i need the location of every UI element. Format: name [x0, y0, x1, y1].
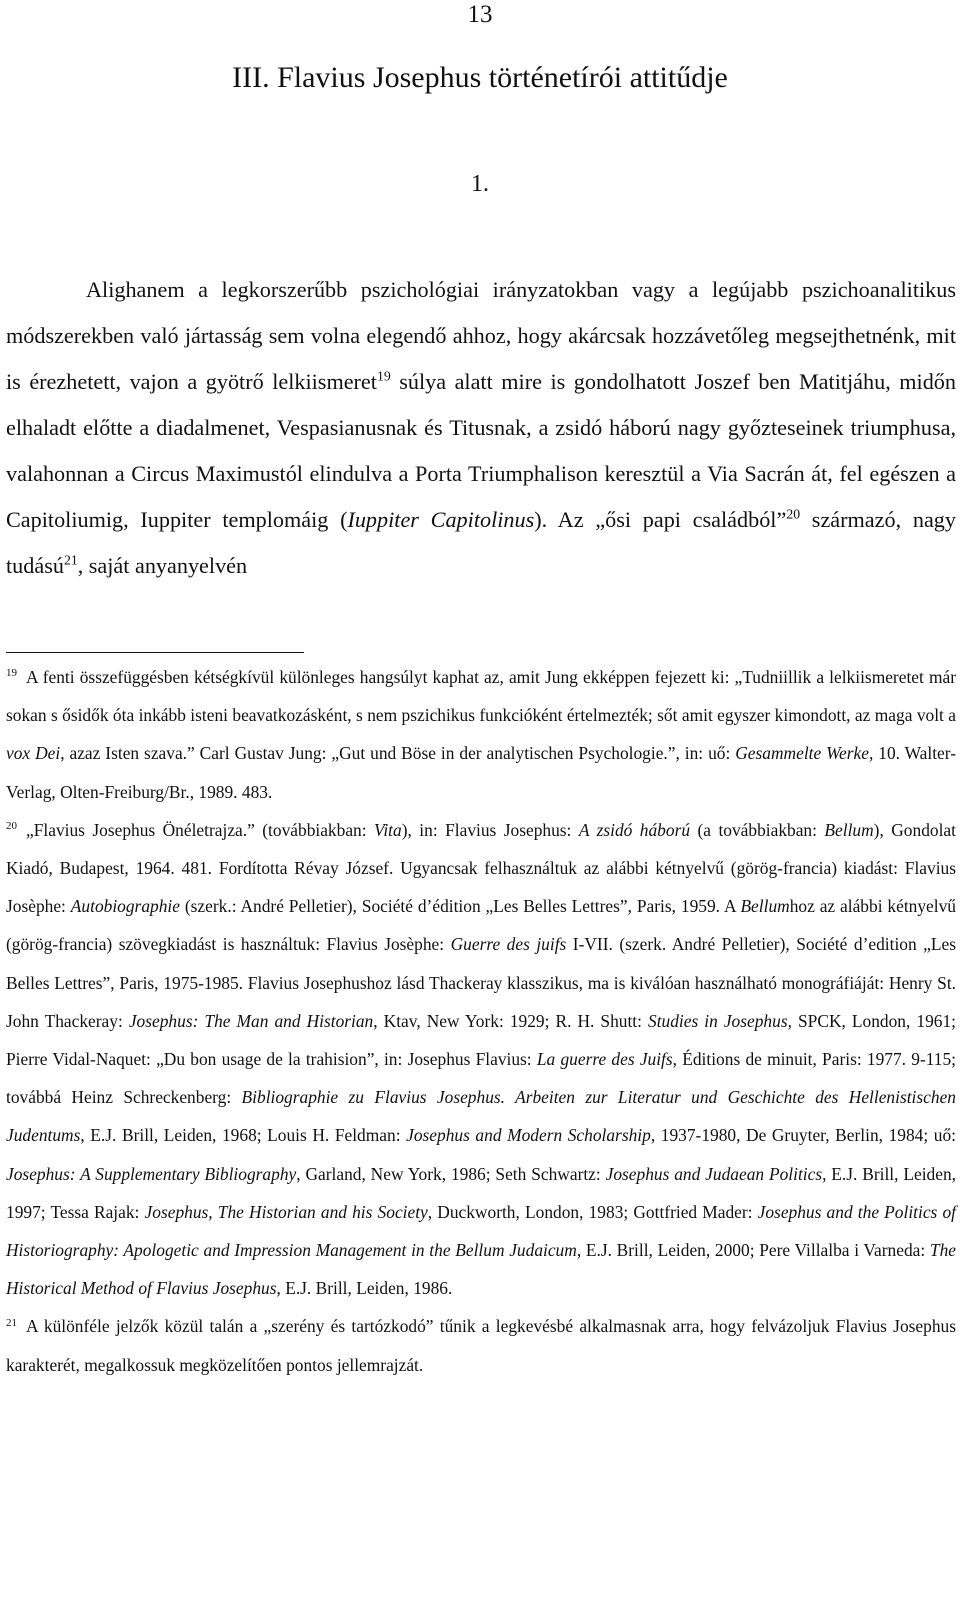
footnote-text: A különféle jelzők közül talán a „szerény és tartózkodó” tűnik a legkevésbé alkalmasnak arra, hogy felvázoljuk Flavius Josephus karakterét, megalkossuk megközelítően pontos jellemrajzát. [6, 1316, 956, 1375]
footnote-20 [6, 811, 956, 1308]
footnote-ref-21[interactable]: 21 [63, 552, 78, 568]
footnote-italic: Josephus and Judaean Politics [605, 1163, 823, 1184]
footnote-text: , E.J. Brill, Leiden, 1997; Tessa Rajak: [6, 1163, 956, 1222]
body-text-segment: ). Az „ősi papi családból” [534, 507, 787, 532]
footnote-italic: Bellum [824, 819, 874, 840]
chapter-title: III. Flavius Josephus történetírói attitűdje [232, 61, 728, 94]
footnote-text: (a továbbiakban: [690, 819, 825, 840]
footnote-ref-20[interactable]: 20 [786, 506, 801, 522]
footnote-italic: Josephus: The Man and Historian [128, 1010, 374, 1031]
footnote-text: , Ktav, New York: 1929; R. H. Shutt: [373, 1010, 648, 1031]
footnote-italic: Josephus: A Supplementary Bibliography [6, 1163, 297, 1184]
footnote-italic: Vita [374, 819, 402, 840]
footnote-marker: 21 [6, 1316, 17, 1329]
body-text-segment: Alighanem a legkorszerűbb pszichológiai irányzatokban vagy a legújabb pszichoanalitikus módszerekben való jártasság sem volna elegendő ahhoz, hogy akárcsak hozzávetőleg megsejthetnénk, mit is érezhetett, vajon a gyötrő lelkiismeret [6, 277, 956, 394]
footnote-text: , E.J. Brill, Leiden, 2000; Pere Villalba i Varneda: [576, 1240, 930, 1261]
footnote-19 [6, 658, 956, 811]
body-text-segment: származó, nagy tudású [6, 507, 956, 578]
footnote-ref-19[interactable]: 19 [376, 368, 391, 384]
footnote-italic: vox Dei [6, 743, 61, 764]
footnote-text: , 1937-1980, De Gruyter, Berlin, 1984; uő: [650, 1125, 956, 1146]
footnotes-section [6, 658, 956, 1384]
footnote-marker: 19 [6, 667, 17, 680]
footnote-text: hoz az alábbi kétnyelvű (görög-francia) szövegkiadást is használtuk: Flavius Josèphe: [6, 896, 956, 955]
footnote-text: , SPCK, London, 1961; Pierre Vidal-Naquet: „Du bon usage de la trahision”, in: Josephus Flavius: [6, 1010, 956, 1070]
body-paragraph [6, 267, 956, 589]
footnote-text: ), Gondolat Kiadó, Budapest, 1964. 481. Fordította Révay József. Ugyancsak felhasználtuk az alábbi kétnyelvű (görög-francia) kiadást: Flavius Josèphe: [6, 819, 956, 917]
footnote-italic: Autobiographie [70, 896, 180, 917]
footnote-text: , 10. Walter-Verlag, Olten-Freiburg/Br., 1989. 483. [6, 743, 956, 802]
body-text-segment: súlya alatt mire is gondolhatott Joszef ben Matitjáhu, midőn elhaladt előtte a diadalmenet, Vespasianusnak és Titusnak, a zsidó háború nagy győzteseinek triumphusa, valahonnan a Circus Maximustól elindulva a Porta Triumphalison keresztül a Via Sacrán át, fel egészen a Capitoliumig, Iuppiter templomáig ( [6, 369, 956, 532]
footnote-italic: Josephus and the Politics of Historiography: Apologetic and Impression Management in the Bellum Judaicum [6, 1201, 956, 1261]
footnote-text: , Éditions de minuit, Paris: 1977. 9-115; továbbá Heinz Schreckenberg: [6, 1049, 957, 1108]
footnote-21 [6, 1307, 956, 1383]
footnote-text: ), in: Flavius Josephus: [401, 819, 579, 840]
footnote-italic: Josephus and Modern Scholarship [406, 1125, 651, 1146]
footnote-italic: Studies in Josephus [648, 1010, 788, 1031]
footnote-text: I-VII. (szerk. André Pelletier), Société d’edition „Les Belles Lettres”, Paris, 1975-1985. Flavius Josephushoz lásd Thackeray klasszikus, ma is kiválóan használható monográfiáját: Henry St. John Thackeray: [6, 934, 956, 1031]
footnote-italic: Bellum [740, 896, 790, 917]
footnote-text: „Flavius Josephus Önéletrajza.” (továbbiakban: [26, 819, 375, 840]
footnote-italic: A zsidó háború [578, 819, 691, 840]
footnote-italic: The Historical Method of Flavius Josephus [6, 1240, 956, 1299]
footnote-text: , E.J. Brill, Leiden, 1986. [276, 1278, 453, 1299]
body-italic-term: Iuppiter Capitolinus [347, 507, 535, 532]
footnote-italic: Bibliographie zu Flavius Josephus. Arbeiten zur Literatur und Geschichte des Hellenistischen Judentums [6, 1087, 956, 1146]
body-text-segment: , saját anyanyelvén [77, 553, 248, 578]
footnote-marker: 20 [6, 820, 17, 833]
footnote-italic: Guerre des juifs [450, 934, 567, 955]
footnote-text: , E.J. Brill, Leiden, 1968; Louis H. Feldman: [80, 1125, 407, 1146]
footnote-text: A fenti összefüggésben kétségkívül különleges hangsúlyt kaphat az, amit Jung ekképpen fejezett ki: „Tudniillik a lelkiismeretet már sokan s ősidők óta inkább isteni beavatkozásként, s nem pszichikus funkcióként értelmezték; sőt amit egyszer kimondott, az maga volt a [6, 667, 956, 726]
section-number: 1. [471, 171, 489, 197]
footnote-text: , Duckworth, London, 1983; Gottfried Mader: [427, 1201, 758, 1222]
footnote-text: , Garland, New York, 1986; Seth Schwartz: [296, 1163, 606, 1184]
page-number: 13 [467, 1, 493, 28]
footnote-text: , azaz Isten szava.” Carl Gustav Jung: „Gut und Böse in der analytischen Psychologie.”, in: uő: [60, 743, 736, 764]
footnote-italic: Josephus, The Historian and his Society [144, 1201, 428, 1222]
footnote-italic: Gesammelte Werke [735, 743, 869, 764]
footnote-text: (szerk.: André Pelletier), Société d’édition „Les Belles Lettres”, Paris, 1959. A [179, 896, 741, 917]
footnote-separator [6, 652, 304, 653]
footnote-italic: La guerre des Juifs [536, 1049, 673, 1070]
